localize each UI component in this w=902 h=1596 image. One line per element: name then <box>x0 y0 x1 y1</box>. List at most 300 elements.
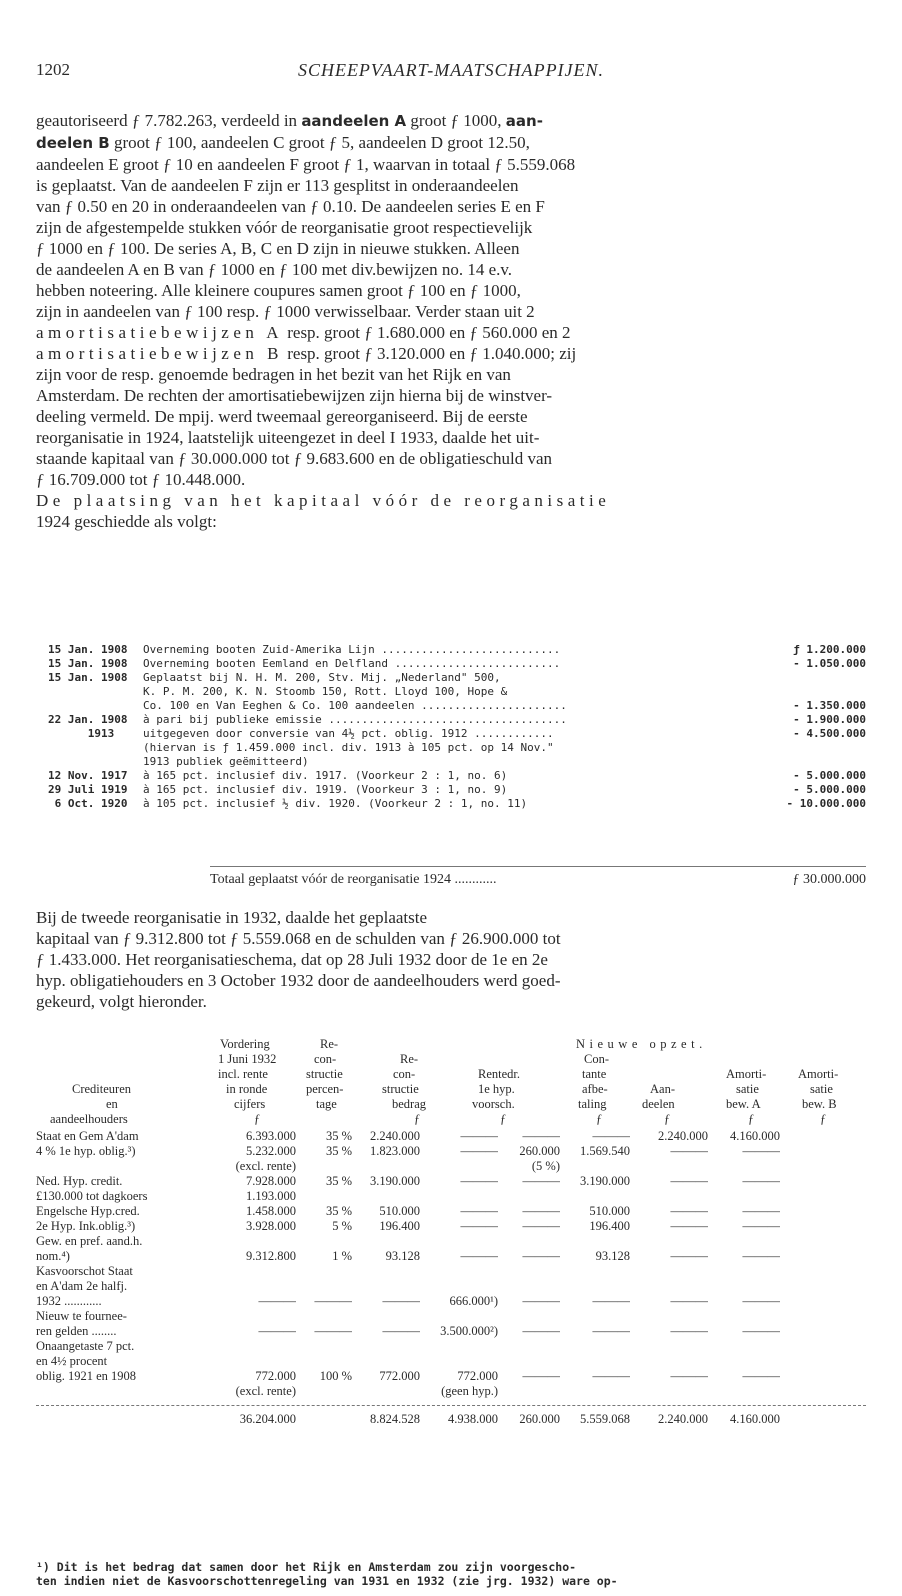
col-head-amort-a: bew. A <box>726 1097 761 1111</box>
cell-aandeelen <box>560 1234 630 1249</box>
col-head-contante: taling <box>578 1097 607 1111</box>
cell-creditor: en A'dam 2e halfj. <box>36 1279 128 1293</box>
cell-contante <box>498 1264 560 1279</box>
cell-vordering: 6.393.000 <box>246 1129 296 1143</box>
cell-amort-b <box>708 1339 780 1354</box>
cell-aandeelen: ——— <box>592 1294 630 1308</box>
placement-text: uitgegeven door conversie van 4½ pct. oblig. 1912 ............ <box>143 727 554 740</box>
page-number: 1202 <box>36 60 70 79</box>
col-head-vordering: 1 Juni 1932 <box>218 1052 277 1066</box>
cell-rentedr <box>420 1354 498 1369</box>
cell-bedrag: 772.000 <box>379 1369 420 1383</box>
cell-amort-b <box>708 1279 780 1294</box>
total-amort-b: 4.160.000 <box>730 1412 780 1426</box>
col-head-reconstructie-pct: con- <box>314 1052 337 1066</box>
footnote <box>36 1560 866 1588</box>
cell-aandeelen <box>560 1384 630 1399</box>
col-head-reconstructie-bedrag: Re- <box>400 1052 419 1066</box>
cell-rentedr <box>420 1339 498 1354</box>
cell-rentedr <box>420 1189 498 1204</box>
cell-pct <box>296 1309 352 1324</box>
cell-pct <box>296 1264 352 1279</box>
total-pct <box>296 1412 352 1427</box>
text-line: Bij de tweede reorganisatie in 1932, daalde het geplaatste <box>36 908 428 927</box>
cell-amort-b <box>708 1309 780 1324</box>
cell-creditor: oblig. 1921 en 1908 <box>36 1369 136 1383</box>
col-head-reconstructie-pct: percen- <box>306 1082 344 1096</box>
text-line: staande kapitaal van ƒ 30.000.000 tot ƒ 9.683.600 en de obligatieschuld van <box>36 449 553 468</box>
text-line: van ƒ 0.50 en 20 in onderaandeelen van ƒ 0.10. De aandeelen series E en F <box>36 197 545 216</box>
cell-amort-a: ——— <box>670 1174 708 1188</box>
cell-amort-a <box>630 1189 708 1204</box>
col-head-contante: ƒ <box>596 1112 603 1126</box>
placement-row <box>48 783 866 797</box>
text-line: ƒ 1000 en ƒ 100. De series A, B, C en D zijn in nieuwe stukken. Alleen <box>36 239 520 258</box>
cell-aandeelen <box>560 1189 630 1204</box>
cell-amort-a: ——— <box>670 1219 708 1233</box>
cell-amort-b <box>708 1189 780 1204</box>
col-head-vordering: incl. rente <box>218 1067 268 1081</box>
table-totals-row <box>36 1405 866 1427</box>
cell-rentedr: ——— <box>460 1129 498 1143</box>
placement-amount <box>766 685 866 699</box>
col-head-contante: afbe- <box>582 1082 608 1096</box>
placement-date: 22 Jan. 1908 <box>48 713 128 726</box>
cell-rentedr <box>420 1309 498 1324</box>
reorganisation-paragraph <box>36 907 866 1012</box>
cell-vordering <box>214 1264 296 1279</box>
text-line: aandeelen E groot ƒ 10 en aandeelen F groot ƒ 1, waarvan in totaal ƒ 5.559.068 <box>36 155 576 174</box>
table-row <box>36 1204 866 1219</box>
col-head-reconstructie-bedrag: ƒ <box>414 1112 421 1126</box>
reorganisation-table <box>36 1037 866 1427</box>
cell-amort-a <box>630 1279 708 1294</box>
placement-text: K. P. M. 200, K. N. Stoomb 150, Rott. Lloyd 100, Hope & <box>143 685 508 698</box>
text-line: hebben noteering. Alle kleinere coupures samen groot ƒ 100 en ƒ 1000, <box>36 281 521 300</box>
cell-pct: ——— <box>314 1324 352 1338</box>
total-creditor <box>36 1412 214 1427</box>
placement-total <box>210 866 866 888</box>
cell-contante <box>498 1189 560 1204</box>
placement-date: 12 Nov. 1917 <box>48 769 128 782</box>
placement-amount: - 10.000.000 <box>786 797 866 810</box>
col-head-aandeelen: deelen <box>642 1097 675 1111</box>
placement-date: 6 Oct. 1920 <box>48 797 128 810</box>
placement-text: 1913 publiek geëmitteerd) <box>143 755 309 768</box>
placement-amount: - 1.900.000 <box>793 713 866 726</box>
table-row <box>36 1354 866 1369</box>
placement-row <box>48 671 866 685</box>
placement-text: (hiervan is ƒ 1.459.000 incl. div. 1913 à 105 pct. op 14 Nov." <box>143 741 554 754</box>
table-row <box>36 1174 866 1189</box>
total-aandeelen: 5.559.068 <box>580 1412 630 1426</box>
cell-bedrag: 93.128 <box>385 1249 420 1263</box>
text-line: ƒ 16.709.000 tot ƒ 10.448.000. <box>36 470 246 489</box>
cell-vordering <box>214 1234 296 1249</box>
cell-creditor: ren gelden ........ <box>36 1324 117 1338</box>
cell-creditor: Staat en Gem A'dam <box>36 1129 139 1143</box>
cell-vordering <box>214 1309 296 1324</box>
table-row <box>36 1189 866 1204</box>
cell-bedrag <box>352 1354 420 1369</box>
cell-vordering <box>214 1354 296 1369</box>
cell-creditor: Onaangetaste 7 pct. <box>36 1339 135 1353</box>
text-line: zijn voor de resp. genoemde bedragen in het bezit van het Rijk en van <box>36 365 511 384</box>
cell-vordering: (excl. rente) <box>235 1384 296 1398</box>
intro-paragraph <box>36 110 866 532</box>
cell-amort-b <box>708 1264 780 1279</box>
cell-bedrag: 510.000 <box>379 1204 420 1218</box>
col-head-reconstructie-pct: structie <box>306 1067 343 1081</box>
cell-rentedr: ——— <box>460 1249 498 1263</box>
cell-amort-a <box>630 1264 708 1279</box>
cell-aandeelen <box>560 1339 630 1354</box>
text-line: deeling vermeld. De mpij. werd tweemaal gereorganiseerd. Bij de eerste <box>36 407 528 426</box>
running-title: SCHEEPVAART-MAATSCHAPPIJEN. <box>297 60 605 80</box>
cell-amort-a <box>630 1234 708 1249</box>
placement-text: Overneming booten Eemland en Delfland ......................... <box>143 657 561 670</box>
cell-pct <box>296 1189 352 1204</box>
col-head-vordering: in ronde <box>226 1082 268 1096</box>
text-line: zijn in aandeelen van ƒ 100 resp. ƒ 1000 verwisselbaar. Verder staan uit 2 <box>36 302 535 321</box>
placement-date: 15 Jan. 1908 <box>48 671 128 684</box>
placement-row <box>48 769 866 783</box>
cell-vordering <box>214 1339 296 1354</box>
placement-date <box>48 755 143 769</box>
cell-amort-b: ——— <box>742 1249 780 1263</box>
cell-vordering: 7.928.000 <box>246 1174 296 1188</box>
col-head-vordering: cijfers <box>234 1097 266 1111</box>
cell-contante <box>498 1384 560 1399</box>
cell-creditor: Nieuw te fournee- <box>36 1309 127 1323</box>
placement-text: à 165 pct. inclusief div. 1917. (Voorkeur 2 : 1, no. 6) <box>143 769 508 782</box>
placement-date <box>48 685 143 699</box>
total-rentedr: 4.938.000 <box>448 1412 498 1426</box>
cell-pct <box>296 1339 352 1354</box>
placement-row <box>48 713 866 727</box>
cell-contante: ——— <box>522 1294 560 1308</box>
table-row <box>36 1384 866 1399</box>
cell-vordering: 1.458.000 <box>246 1204 296 1218</box>
table-row <box>36 1369 866 1384</box>
cell-creditor: Ned. Hyp. credit. <box>36 1174 123 1188</box>
col-head-vordering: ƒ <box>254 1112 261 1126</box>
cell-contante: ——— <box>522 1324 560 1338</box>
placement-row <box>48 755 866 769</box>
text-line: de aandeelen A en B van ƒ 1000 en ƒ 100 met div.bewijzen no. 14 e.v. <box>36 260 513 279</box>
total-contante: 260.000 <box>519 1412 560 1426</box>
placement-row <box>48 741 866 755</box>
cell-aandeelen <box>560 1354 630 1369</box>
cell-contante <box>498 1354 560 1369</box>
cell-bedrag: 196.400 <box>379 1219 420 1233</box>
table-row <box>36 1294 866 1309</box>
cell-pct <box>296 1279 352 1294</box>
placement-date: 15 Jan. 1908 <box>48 643 128 656</box>
cell-aandeelen <box>560 1279 630 1294</box>
cell-contante <box>498 1339 560 1354</box>
cell-vordering: 1.193.000 <box>246 1189 296 1203</box>
cell-amort-a: ——— <box>670 1204 708 1218</box>
cell-bedrag <box>352 1384 420 1399</box>
col-head-amort-a: ƒ <box>748 1112 755 1126</box>
col-head-rentedr: 1e hyp. <box>478 1082 515 1096</box>
placement-row <box>48 797 866 811</box>
col-head-amort-b: satie <box>810 1082 833 1096</box>
cell-pct: 35 % <box>325 1129 352 1143</box>
cell-pct: 100 % <box>319 1369 352 1383</box>
cell-pct: 35 % <box>325 1144 352 1158</box>
col-head-amort-a: Amorti- <box>726 1067 767 1081</box>
cell-rentedr <box>420 1279 498 1294</box>
placement-row <box>48 699 866 713</box>
cell-aandeelen: ——— <box>592 1129 630 1143</box>
cell-aandeelen: 196.400 <box>589 1219 630 1233</box>
cell-pct <box>296 1234 352 1249</box>
placement-text: Overneming booten Zuid-Amerika Lijn ........................... <box>143 643 561 656</box>
cell-creditor <box>36 1384 214 1399</box>
cell-bedrag <box>352 1234 420 1249</box>
text-line: amortisatiebewijzen A resp. groot ƒ 1.680.000 en ƒ 560.000 en 2 <box>36 323 571 342</box>
cell-aandeelen: 93.128 <box>595 1249 630 1263</box>
cell-amort-a <box>630 1354 708 1369</box>
total-vordering: 36.204.000 <box>239 1412 296 1426</box>
col-head-aandeelen: Aan- <box>650 1082 675 1096</box>
cell-vordering: ——— <box>258 1324 296 1338</box>
placement-text: Co. 100 en Van Eeghen & Co. 100 aandeelen ...................... <box>143 699 567 712</box>
text-line: geautoriseerd ƒ 7.782.263, verdeeld in aandeelen A groot ƒ 1000, aan- <box>36 111 543 130</box>
cell-amort-b <box>708 1384 780 1399</box>
placement-amount: - 5.000.000 <box>793 769 866 782</box>
cell-pct: 5 % <box>332 1219 352 1233</box>
col-head-rentedr: voorsch. <box>472 1097 515 1111</box>
cell-aandeelen: ——— <box>592 1324 630 1338</box>
placement-list <box>48 643 866 811</box>
cell-aandeelen: ——— <box>592 1369 630 1383</box>
cell-contante: 260.000 <box>519 1144 560 1158</box>
placement-text: Geplaatst bij N. H. M. 200, Stv. Mij. „Nederland" 500, <box>143 671 501 684</box>
cell-contante: (5 %) <box>531 1159 560 1173</box>
col-head-reconstructie-bedrag: bedrag <box>392 1097 427 1111</box>
cell-bedrag: ——— <box>382 1324 420 1338</box>
cell-aandeelen: 1.569.540 <box>580 1144 630 1158</box>
cell-aandeelen: 510.000 <box>589 1204 630 1218</box>
placement-amount <box>766 741 866 755</box>
cell-bedrag <box>352 1309 420 1324</box>
cell-creditor: £130.000 tot dagkoers <box>36 1189 148 1203</box>
placement-amount: - 1.050.000 <box>793 657 866 670</box>
table-row <box>36 1234 866 1249</box>
cell-aandeelen: 3.190.000 <box>580 1174 630 1188</box>
cell-amort-b: ——— <box>742 1144 780 1158</box>
footnote-line: ten indien niet de Kasvoorschottenregeling van 1931 en 1932 (zie jrg. 1932) ware op- <box>36 1574 618 1588</box>
cell-bedrag: 2.240.000 <box>370 1129 420 1143</box>
placement-row <box>48 657 866 671</box>
cell-contante: ——— <box>522 1174 560 1188</box>
footnote-line: ¹) Dit is het bedrag dat samen door het Rijk en Amsterdam zou zijn voorgescho- <box>36 1560 577 1574</box>
placement-date: 29 Juli 1919 <box>48 783 128 796</box>
placement-date <box>48 741 143 755</box>
cell-contante: ——— <box>522 1249 560 1263</box>
cell-vordering: 9.312.800 <box>246 1249 296 1263</box>
cell-pct <box>296 1354 352 1369</box>
cell-aandeelen <box>560 1309 630 1324</box>
table-row <box>36 1309 866 1324</box>
cell-contante: ——— <box>522 1219 560 1233</box>
table-row <box>36 1279 866 1294</box>
placement-text: à 105 pct. inclusief ½ div. 1920. (Voorkeur 2 : 1, no. 11) <box>143 797 528 810</box>
cell-amort-b: ——— <box>742 1324 780 1338</box>
col-head-crediteuren: en <box>106 1097 118 1111</box>
table-header <box>36 1037 866 1173</box>
col-head-contante: tante <box>582 1067 607 1081</box>
cell-creditor: en 4½ procent <box>36 1354 108 1368</box>
cell-amort-a: ——— <box>670 1249 708 1263</box>
table-row <box>36 1264 866 1279</box>
cell-bedrag <box>352 1279 420 1294</box>
cell-vordering: ——— <box>258 1294 296 1308</box>
cell-bedrag: 1.823.000 <box>370 1144 420 1158</box>
col-head-reconstructie-bedrag: con- <box>393 1067 416 1081</box>
placement-amount: - 5.000.000 <box>793 783 866 796</box>
text-line: amortisatiebewijzen B resp. groot ƒ 3.120.000 en ƒ 1.040.000; zij <box>36 344 577 363</box>
total-label: Totaal geplaatst vóór de reorganisatie 1924 ............ <box>210 872 497 887</box>
cell-amort-b: ——— <box>742 1204 780 1218</box>
cell-rentedr: 772.000 <box>457 1369 498 1383</box>
cell-amort-b: ——— <box>742 1369 780 1383</box>
cell-amort-b: 4.160.000 <box>730 1129 780 1143</box>
text-line: hyp. obligatiehouders en 3 October 1932 door de aandeelhouders werd goed- <box>36 971 561 990</box>
cell-creditor: 2e Hyp. Ink.oblig.³) <box>36 1219 136 1233</box>
cell-pct: ——— <box>314 1294 352 1308</box>
table-row <box>36 1249 866 1264</box>
col-head-reconstructie-bedrag: structie <box>382 1082 419 1096</box>
col-head-amort-b: Amorti- <box>798 1067 839 1081</box>
col-head-crediteuren: aandeelhouders <box>50 1112 128 1126</box>
cell-bedrag <box>352 1339 420 1354</box>
cell-rentedr <box>420 1264 498 1279</box>
col-head-crediteuren: Crediteuren <box>72 1082 132 1096</box>
table-row <box>36 1324 866 1339</box>
cell-rentedr: 3.500.000²) <box>440 1324 498 1338</box>
text-line: reorganisatie in 1924, laatstelijk uiteengezet in deel I 1933, daalde het uit- <box>36 428 540 447</box>
cell-amort-b <box>708 1354 780 1369</box>
cell-pct <box>296 1384 352 1399</box>
cell-pct: 35 % <box>325 1174 352 1188</box>
text-line: gekeurd, volgt hieronder. <box>36 992 207 1011</box>
cell-vordering: 3.928.000 <box>246 1219 296 1233</box>
cell-bedrag <box>352 1189 420 1204</box>
cell-contante: ——— <box>522 1369 560 1383</box>
col-head-vordering: Vordering <box>220 1037 270 1051</box>
cell-creditor: Gew. en pref. aand.h. <box>36 1234 143 1248</box>
cell-contante <box>498 1309 560 1324</box>
cell-aandeelen <box>560 1264 630 1279</box>
cell-vordering: (excl. rente) <box>235 1159 296 1173</box>
cell-rentedr: ——— <box>460 1204 498 1218</box>
col-head-reconstructie-pct: Re- <box>320 1037 339 1051</box>
cell-bedrag: ——— <box>382 1294 420 1308</box>
placement-date: 15 Jan. 1908 <box>48 657 128 670</box>
placement-row <box>48 727 866 741</box>
cell-pct: 35 % <box>325 1204 352 1218</box>
cell-amort-a: 2.240.000 <box>658 1129 708 1143</box>
placement-amount: ƒ 1.200.000 <box>793 643 866 656</box>
cell-rentedr: (geen hyp.) <box>441 1384 498 1398</box>
col-head-amort-a: satie <box>736 1082 759 1096</box>
cell-amort-a <box>630 1384 708 1399</box>
text-line: kapitaal van ƒ 9.312.800 tot ƒ 5.559.068 en de schulden van ƒ 26.900.000 tot <box>36 929 561 948</box>
placement-row <box>48 685 866 699</box>
cell-rentedr: ——— <box>460 1144 498 1158</box>
placement-text: à 165 pct. inclusief div. 1919. (Voorkeur 3 : 1, no. 9) <box>143 783 508 796</box>
cell-bedrag: 3.190.000 <box>370 1174 420 1188</box>
cell-amort-a: ——— <box>670 1369 708 1383</box>
cell-amort-a <box>630 1339 708 1354</box>
col-head-amort-b: ƒ <box>820 1112 827 1126</box>
total-bedrag: 8.824.528 <box>370 1412 420 1426</box>
cell-creditor: nom.⁴) <box>36 1249 70 1263</box>
placement-amount: - 1.350.000 <box>793 699 866 712</box>
text-line: 1924 geschiedde als volgt: <box>36 512 217 531</box>
cell-contante: ——— <box>522 1204 560 1218</box>
text-line: ƒ 1.433.000. Het reorganisatieschema, dat op 28 Juli 1932 door de 1e en 2e <box>36 950 548 969</box>
col-head-amort-b: bew. B <box>802 1097 837 1111</box>
cell-contante <box>498 1234 560 1249</box>
cell-amort-b: ——— <box>742 1219 780 1233</box>
placement-amount: - 4.500.000 <box>793 727 866 740</box>
cell-amort-a <box>630 1309 708 1324</box>
cell-rentedr <box>420 1234 498 1249</box>
placement-date: 1913 <box>48 727 115 740</box>
cell-creditor: 4 % 1e hyp. oblig.³) <box>36 1144 136 1158</box>
cell-contante <box>498 1279 560 1294</box>
total-value: ƒ 30.000.000 <box>792 872 866 887</box>
placement-row <box>48 643 866 657</box>
cell-bedrag <box>352 1264 420 1279</box>
total-amort-a: 2.240.000 <box>658 1412 708 1426</box>
cell-contante: ——— <box>522 1129 560 1143</box>
placement-text: à pari bij publieke emissie .................................... <box>143 713 567 726</box>
cell-amort-b <box>708 1234 780 1249</box>
col-head-aandeelen: ƒ <box>664 1112 671 1126</box>
cell-creditor: Kasvoorschot Staat <box>36 1264 133 1278</box>
col-head-rentedr: Rentedr. <box>478 1067 521 1081</box>
cell-amort-a: ——— <box>670 1324 708 1338</box>
cell-vordering <box>214 1279 296 1294</box>
cell-rentedr: ——— <box>460 1174 498 1188</box>
cell-vordering: 5.232.000 <box>246 1144 296 1158</box>
text-line: Amsterdam. De rechten der amortisatiebewijzen zijn hierna bij de winstver- <box>36 386 553 405</box>
text-line: is geplaatst. Van de aandeelen F zijn er 113 gesplitst in onderaandeelen <box>36 176 519 195</box>
table-row <box>36 1219 866 1234</box>
cell-amort-a: ——— <box>670 1294 708 1308</box>
table-row <box>36 1339 866 1354</box>
cell-vordering: 772.000 <box>255 1369 296 1383</box>
col-head-reconstructie-pct: tage <box>316 1097 337 1111</box>
section-heading: De plaatsing van het kapitaal vóór de reorganisatie <box>36 491 611 510</box>
cell-rentedr: 666.000¹) <box>449 1294 498 1308</box>
placement-amount <box>766 755 866 769</box>
col-head-nieuwe-opzet: Nieuwe opzet. <box>576 1037 707 1051</box>
running-header <box>36 60 866 84</box>
cell-pct: 1 % <box>332 1249 352 1263</box>
text-line: zijn de afgestempelde stukken vóór de reorganisatie groot respectievelijk <box>36 218 533 237</box>
placement-date <box>48 699 143 713</box>
cell-amort-a: ——— <box>670 1144 708 1158</box>
text-line: deelen B groot ƒ 100, aandeelen C groot ƒ 5, aandeelen D groot 12.50, <box>36 133 530 152</box>
col-head-rentedr: ƒ <box>500 1112 507 1126</box>
